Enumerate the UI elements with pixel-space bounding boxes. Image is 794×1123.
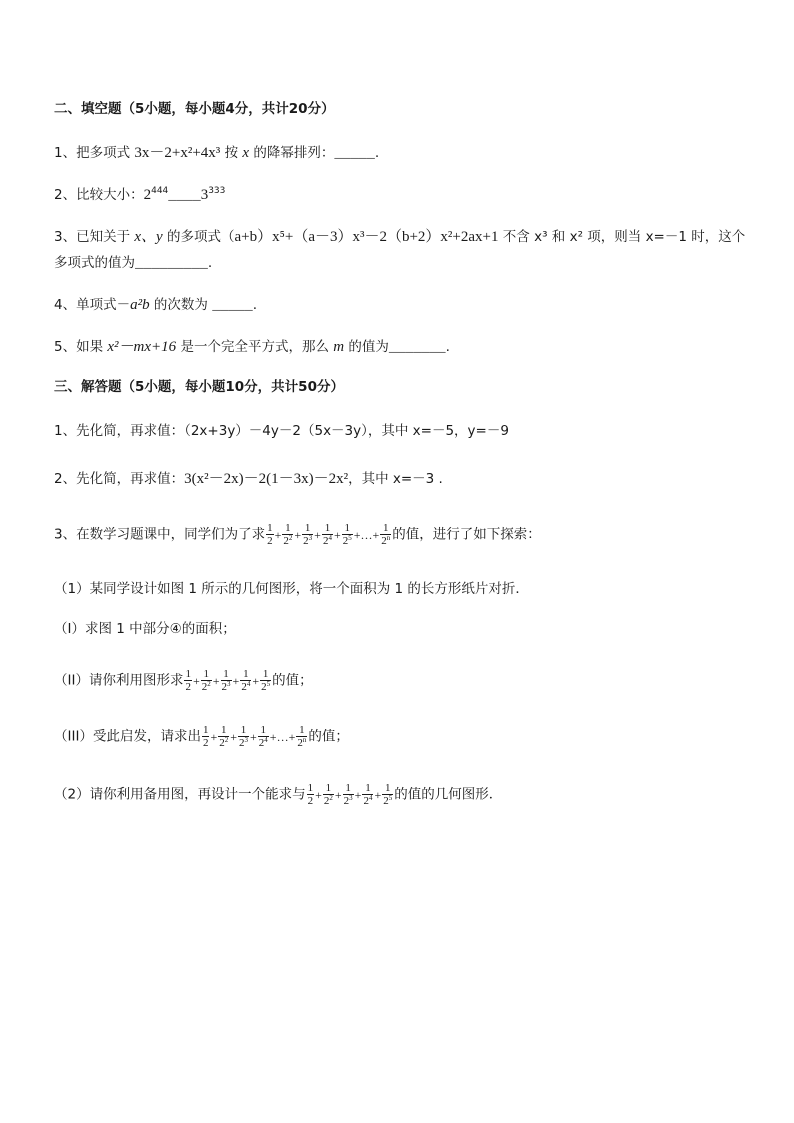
- fraction: $\frac{1}{2^5}$: [261, 668, 271, 693]
- solve-question-2: 2、先化简，再求值：3(x²－2x)－2(1－3x)－2x²，其中 x=－3 .: [54, 471, 443, 487]
- fill-question-3-cont: 多项式的值为_________.: [54, 255, 213, 272]
- fill-question-3: 3、已知关于 x、y 的多项式（a+b）x⁵+（a－3）x³－2（b+2）x²+2ax+1 不含 x³ 和 x² 项，则当 x=－1 时，这个: [54, 229, 746, 245]
- plus-sign: +: [230, 729, 238, 744]
- plus-sign: +: [210, 729, 218, 744]
- plus-sign: +: [192, 673, 200, 688]
- part-I: （I）求图 1 中部分④的面积；: [54, 621, 236, 637]
- fraction: $\frac{1}{2^n}$: [297, 724, 307, 749]
- fraction: $\frac{1}{2^5}$: [342, 522, 352, 547]
- polynomial: 3x－2+x²+4x³: [134, 145, 221, 161]
- plus-sign: +: [315, 787, 322, 802]
- fraction: $\frac{1}{2^2}$: [283, 522, 293, 547]
- ellipsis: …: [360, 527, 373, 542]
- fraction: $\frac{1}{2^4}$: [258, 724, 268, 749]
- plus-sign: +: [269, 729, 277, 744]
- plus-sign: +: [288, 729, 296, 744]
- fraction: $\frac{1}{2^n}$: [381, 522, 391, 547]
- fraction: $\frac{1}{2}$: [202, 724, 209, 749]
- answer-blank[interactable]: _____: [212, 299, 253, 314]
- fraction: $\frac{1}{2^4}$: [322, 522, 332, 547]
- fill-question-4: 4、单项式－a²b 的次数为 _____.: [54, 297, 257, 314]
- fill-question-1: 1、把多项式 3x－2+x²+4x³ 按 x 的降幂排列：_____.: [54, 145, 380, 162]
- plus-sign: +: [314, 527, 321, 542]
- answer-blank[interactable]: _________: [135, 257, 208, 272]
- fill-question-2: 2、比较大小：$2^{444}\_\_\_\_3^{333}$: [54, 186, 226, 204]
- fraction-series: [183, 668, 272, 693]
- solve-question-3: 3、在数学习题课中，同学们为了求 $\frac{1}{2}$ + $\frac{1}{2^2}$ + $\frac{1}{2^3}$ + $\frac{1}{2^4}$ + $\frac{1}{2^5}$ +…+ $\frac{1}{2^n}$ 的值，进行了如下探索：: [54, 522, 541, 547]
- fraction: $\frac{1}{2}$: [267, 522, 273, 547]
- fraction: $\frac{1}{2^3}$: [221, 668, 231, 693]
- fraction: $\frac{1}{2^3}$: [343, 782, 353, 807]
- plus-sign: +: [334, 787, 342, 802]
- fraction-series: [201, 724, 308, 749]
- part-2: （2）请你利用备用图，再设计一个能求与 $\frac{1}{2}$ + $\frac{1}{2^2}$ + $\frac{1}{2^3}$ + $\frac{1}{2^4}$ + $\frac{1}{2^5}$ 的值的几何图形．: [54, 782, 503, 807]
- plus-sign: +: [250, 729, 257, 744]
- plus-sign: +: [353, 527, 361, 542]
- expression: 3(x²－2x)－2(1－3x)－2x²: [184, 471, 349, 487]
- answer-blank[interactable]: _____: [334, 147, 375, 162]
- answer-blank[interactable]: _______: [388, 341, 446, 356]
- plus-sign: +: [333, 527, 341, 542]
- fraction: $\frac{1}{2}$: [185, 668, 191, 693]
- fraction-series: [265, 522, 392, 547]
- solve-question-1: 1、先化简，再求值：（2x+3y）－4y－2（5x－3y），其中 x=－5，y=－9: [54, 423, 509, 439]
- polynomial: a+b）x⁵+（a－3）x³－2（b+2）x²+2ax+1: [234, 229, 499, 245]
- answer-blank[interactable]: ____: [168, 189, 201, 204]
- plus-sign: +: [232, 673, 240, 688]
- plus-sign: +: [374, 787, 382, 802]
- plus-sign: +: [212, 673, 220, 688]
- fraction: $\frac{1}{2^5}$: [383, 782, 393, 807]
- section-2-heading: 二、填空题（5小题，每小题4分，共计20分）: [54, 101, 335, 117]
- plus-sign: +: [294, 527, 302, 542]
- fraction: $\frac{1}{2^4}$: [363, 782, 373, 807]
- fraction: $\frac{1}{2^2}$: [323, 782, 333, 807]
- section-3-heading: 三、解答题（5小题，每小题10分，共计50分）: [54, 379, 344, 395]
- fraction: $\frac{1}{2^2}$: [201, 668, 211, 693]
- part-II: （II）请你利用图形求 $\frac{1}{2}$ + $\frac{1}{2^2}$ + $\frac{1}{2^3}$ + $\frac{1}{2^4}$ + $\frac{1}{2^5}$ 的值；: [54, 668, 313, 693]
- part-III: （III）受此启发，请求出 $\frac{1}{2}$ + $\frac{1}{2^2}$ + $\frac{1}{2^3}$ + $\frac{1}{2^4}$ +…+ $\frac{1}{2^n}$ 的值；: [54, 724, 349, 749]
- fraction-series: [306, 782, 395, 807]
- part-1: （1）某同学设计如图 1 所示的几何图形，将一个面积为 1 的长方形纸片对折．: [54, 581, 529, 597]
- fraction: $\frac{1}{2^3}$: [239, 724, 249, 749]
- plus-sign: +: [252, 673, 260, 688]
- plus-sign: +: [274, 527, 282, 542]
- ellipsis: …: [276, 729, 289, 744]
- fill-question-5: 5、如果 x²－mx+16 是一个完全平方式，那么 m 的值为_______.: [54, 339, 450, 356]
- plus-sign: +: [354, 787, 362, 802]
- fraction: $\frac{1}{2^4}$: [241, 668, 251, 693]
- fraction: $\frac{1}{2}$: [307, 782, 314, 807]
- plus-sign: +: [372, 527, 380, 542]
- fraction: $\frac{1}{2^2}$: [219, 724, 229, 749]
- fraction: $\frac{1}{2^3}$: [303, 522, 313, 547]
